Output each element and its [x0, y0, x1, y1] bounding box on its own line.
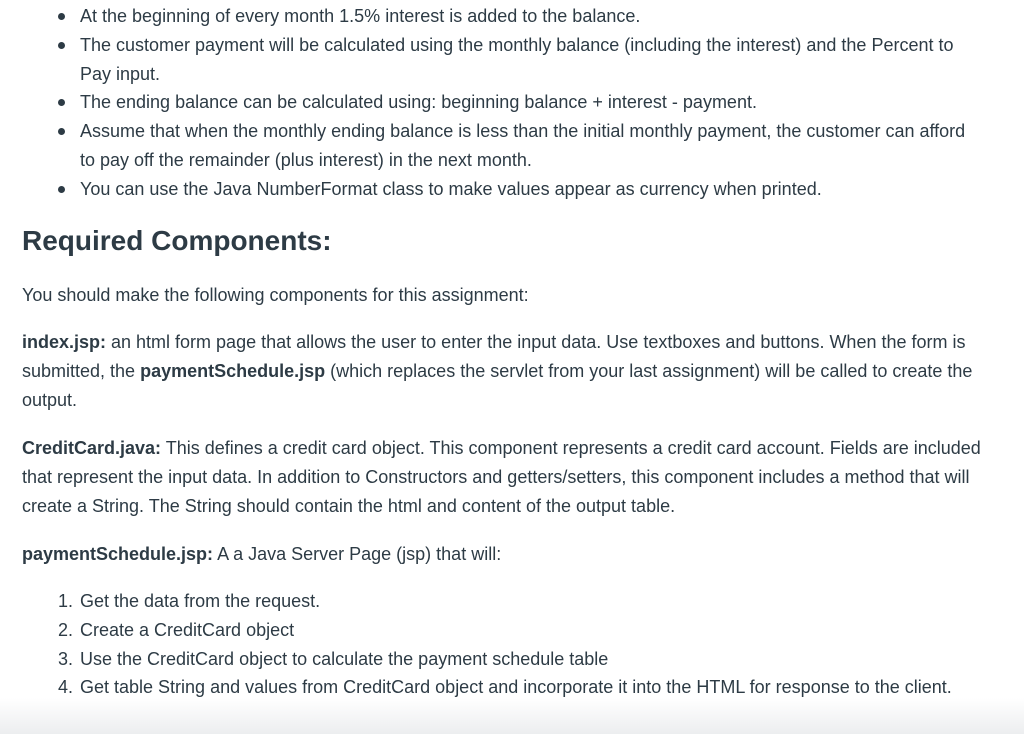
list-item	[80, 2, 980, 31]
step-number: 2.	[58, 619, 74, 640]
bullet-dot	[58, 128, 65, 135]
index-jsp-paragraph	[22, 328, 1007, 414]
payment-schedule-reference: paymentSchedule.jsp	[140, 360, 326, 381]
step-text: Use the CreditCard object to calculate the payment schedule table	[80, 648, 609, 669]
credit-card-java-label: CreditCard.java:	[22, 438, 162, 458]
bullet-dot	[58, 13, 65, 20]
list-item	[80, 88, 980, 117]
list-item-text: At the beginning of every month 1.5% interest is added to the balance.	[80, 6, 641, 26]
list-item	[58, 673, 1005, 702]
list-item-text: The ending balance can be calculated using: beginning balance + interest - payment.	[80, 92, 757, 113]
intro-paragraph: You should make the following components for this assignment:	[22, 285, 529, 305]
list-item-text: The customer payment will be calculated using the monthly balance (including the interest) and the Percent to Pay input.	[80, 34, 954, 84]
steps-list	[58, 587, 1005, 702]
index-jsp-label: index.jsp:	[22, 332, 107, 352]
list-item	[80, 31, 980, 89]
list-item	[58, 616, 1005, 645]
payment-schedule-label: paymentSchedule.jsp:	[22, 544, 214, 564]
bottom-fade	[0, 698, 1024, 734]
credit-card-java-text: This defines a credit card object. This component represents a credit card account. Fields are included that represent the input data. In addition to Constructors and getters/setters, this component includes a method that will create a String. The String should contain the html and content of the output table.	[22, 438, 981, 516]
list-item-text: You can use the Java NumberFormat class to make values appear as currency when printed.	[80, 178, 822, 199]
list-item	[80, 175, 980, 204]
requirements-list	[80, 2, 980, 204]
step-text: Get table String and values from CreditCard object and incorporate it into the HTML for response to the client.	[80, 677, 952, 698]
bullet-dot	[58, 186, 65, 193]
bullet-dot	[58, 42, 65, 49]
section-heading: Required Components:	[22, 225, 332, 256]
list-item	[58, 587, 1005, 616]
credit-card-java-paragraph	[22, 434, 1007, 520]
index-jsp-text-1: an html form page that allows the user to enter the input data. Use textboxes and buttons. When the form is submitted, the	[22, 332, 966, 381]
step-number: 1.	[58, 591, 74, 611]
list-item	[58, 645, 1005, 674]
step-text: Get the data from the request.	[80, 591, 321, 611]
bullet-dot	[58, 99, 65, 106]
step-number: 3.	[58, 648, 74, 669]
step-number: 4.	[58, 677, 74, 698]
payment-schedule-paragraph	[22, 540, 1007, 569]
list-item	[80, 117, 980, 175]
step-text: Create a CreditCard object	[80, 619, 295, 640]
index-jsp-text-2: (which replaces the servlet from your last assignment) will be called to create the output.	[22, 360, 973, 410]
list-item-text: Assume that when the monthly ending balance is less than the initial monthly payment, the customer can afford to pay off the remainder (plus interest) in the next month.	[80, 121, 966, 170]
payment-schedule-text: A a Java Server Page (jsp) that will:	[213, 544, 502, 564]
